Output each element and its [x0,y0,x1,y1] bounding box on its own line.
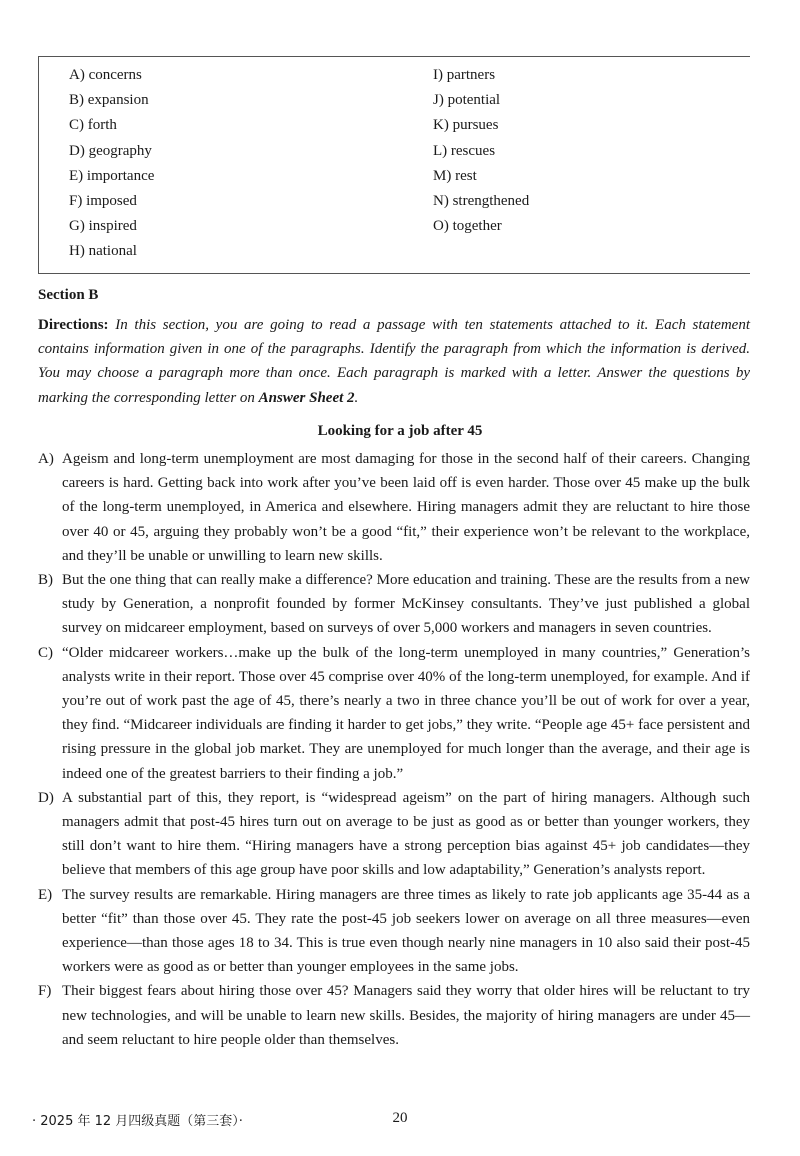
directions-answer-sheet: Answer Sheet 2 [258,389,355,406]
word-bank-item: C) forth [69,117,117,134]
paragraph-b [38,568,750,641]
paragraph-text: A substantial part of this, they report, is “widespread ageism” on the part of hiring managers. Although such managers admit that post-45 hires turn out on average to be just as good as or better than younger workers, they still don’t want to hire them. “Hiring managers have a strong perception bias against 45+ job candidates—they believe that members of this age group have poor skills and low adaptability,” Generation’s analysts report. [62,789,750,879]
paragraph-text: “Older midcareer workers…make up the bulk of the long-term unemployed in many countries,” Generation’s analysts write in their report. Those over 45 comprise over 40% of the long-term unemployed, for example. And if you’re out of work past the age of 45, there’s nearly a two in three chance you’ll be out of work for over a year, they find. “Midcareer individuals are finding it harder to get jobs,” they write. “People age 45+ face persistent and rising pressure in the global job market. They are unemployed for much longer than the average, and their age is indeed one of the greatest barriers to their finding a job.” [62,644,750,782]
footer-exam-label: · 2025 年 12 月四级真题（第三套）· [32,1114,243,1129]
section-title: Section B [38,287,99,303]
word-bank-item: F) imposed [69,192,137,209]
paragraph-d [38,786,750,883]
paragraph-label: C) [38,644,53,661]
directions-end: . [354,389,359,406]
word-bank-item: B) expansion [69,92,149,109]
word-bank-item: I) partners [433,67,496,83]
word-bank-item: H) national [69,243,137,260]
paragraph-text: Ageism and long-term unemployment are most damaging for those in the second half of their careers. Changing careers is hard. Getting back into work after you’ve been laid off is even harder. Those over 45 make up the bulk of the long-term unemployed, in America and elsewhere. Hiring managers admit they are reluctant to hire those over 40 or 45, arguing they probably won’t be a good “fit,” their experience won’t be relevant to the workplace, and they’ll be unable or unwilling to learn new skills. [62,451,750,564]
word-bank-item: J) potential [433,92,501,109]
passage-title: Looking for a job after 45 [317,423,483,439]
paragraph-text: The survey results are remarkable. Hiring managers are three times as likely to rate job applicants age 35-44 as a better “fit” than those over 45. They rate the post-45 job seekers lower on average on all three measures—even experience—than those ages 18 to 34. This is true even though nearly nine managers in 10 also said their post-45 workers were as good as or better than younger employees in the same jobs. [62,886,750,976]
directions-label: Directions: [38,317,109,333]
paragraph-f [38,979,750,1052]
paragraph-label: D) [38,789,54,806]
word-bank-right-column [433,63,529,239]
word-bank-item: O) together [433,218,502,235]
word-bank-box [38,56,750,274]
paragraph-label: A) [38,451,54,467]
word-bank-item: L) rescues [433,142,496,159]
directions [38,313,750,410]
page-number: 20 [392,1110,408,1126]
word-bank-item: N) strengthened [433,192,530,209]
paragraph-text: Their biggest fears about hiring those over 45? Managers said they worry that older hires will be reluctant to try new technologies, and will be unable to learn new skills. Besides, the majority of hiring managers are under 45—and seem reluctant to hire people older than themselves. [62,983,750,1048]
word-bank-left-column [69,63,154,265]
word-bank-item: E) importance [69,167,155,184]
paragraph-label: B) [38,572,53,589]
passage [38,447,750,1052]
directions-text: In this section, you are going to read a passage with ten statements attached to it. Each statement contains information given in one of the paragraphs. Identify the paragraph from which the information is derived. You may choose a paragraph more than once. Each paragraph is marked with a letter. Answer the questions by marking the corresponding letter on [38,317,751,406]
word-bank-item: G) inspired [69,218,137,235]
word-bank-item: M) rest [433,167,477,184]
paragraph-e [38,883,750,980]
paragraph-label: F) [38,983,52,1000]
paragraph-label: E) [38,886,53,903]
word-bank-item: K) pursues [433,117,499,134]
word-bank-item: D) geography [69,142,152,159]
word-bank-item: A) concerns [69,67,142,83]
paragraph-text: But the one thing that can really make a difference? More education and training. These are the results from a new study by Generation, a nonprofit founded by former McKinsey consultants. They’ve just published a global survey on midcareer employment, based on surveys of over 5,000 workers and managers in seven countries. [62,572,750,637]
paragraph-a [38,447,750,568]
paragraph-c [38,641,750,786]
